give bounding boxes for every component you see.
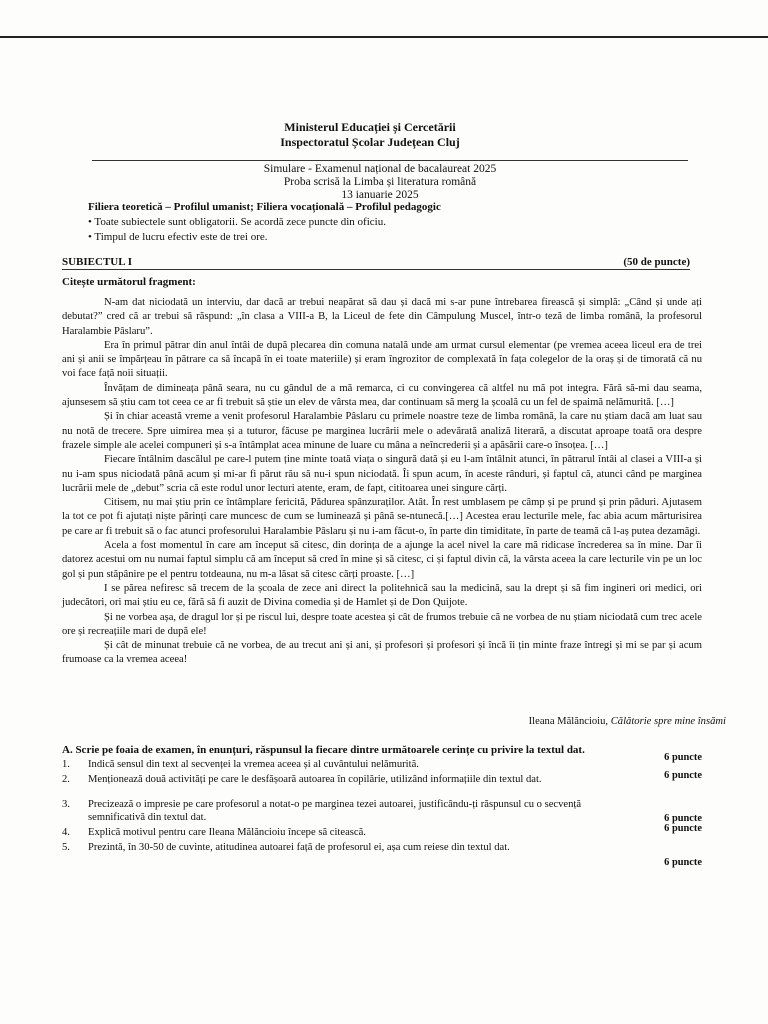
fragment-paragraph: Și ne vorbea așa, de dragul lor și pe riscul lui, despre toate acestea și cât de frumos trebuie că ne vorbea de nu știam niciodată cum trec acele ore și recreațiile mari de după ele!: [62, 611, 702, 637]
question-text: Precizează o impresie pe care profesorul a notat-o pe marginea tezei autoarei, justificându-ți răspunsul cu o secvență semnificativă din textul dat.: [88, 799, 582, 823]
top-edge-rule: [0, 36, 768, 38]
header-divider: [92, 160, 688, 161]
exam-title: Simulare - Examenul național de bacalaureat 2025: [263, 163, 497, 175]
question-text: Menționează două activități pe care le desfășoară autoarea în copilărie, utilizând informațiile din textul dat.: [88, 774, 542, 785]
question-number: 2.: [62, 774, 70, 785]
rule-item: • Timpul de lucru efectiv este de trei ore.: [88, 231, 268, 243]
requirements-title: A. Scrie pe foaia de examen, în enunțuri, răspunsul la fiecare dintre următoarele cerințe cu privire la textul dat.: [62, 744, 585, 756]
question-item: [62, 798, 702, 824]
fragment-paragraph: Învățam de dimineața până seara, nu cu gândul de a mă remarca, ci cu convingerea că altfel nu mă pot integra. Fără să-mi dau seama, ajunsesem să știu cam tot ceea ce ar fi trebuit să știe un elev de vârsta mea, dar continuam să merg la școală cu un fel de spaimă nelămurită. […]: [62, 382, 702, 409]
source-signature: [529, 716, 726, 727]
author-name: Ileana Mălăncioiu,: [528, 716, 609, 727]
fragment-paragraph: Acela a fost momentul în care am început să citesc, din dorința de a ajunge la acel nivel la care mă ridicase încrederea sa în mine. Dar îi datorez acestui om nu numai faptul simplu că am început să cred în mine și să citesc, ci și faptul divin că, la vârsta aceea la care lecturile vin pe un loc gol și pun stăpânire pe el pentru totdeauna, nu m-a lăsat să citesc cărți proaste. […]: [62, 540, 702, 580]
question-number: 5.: [62, 842, 70, 853]
subject-divider: [62, 269, 690, 270]
subject-points: (50 de puncte): [623, 256, 690, 268]
question-points: 6 puncte: [664, 823, 702, 834]
question-points: 6 puncte: [664, 857, 702, 868]
question-item: [62, 752, 702, 771]
question-item: [62, 770, 702, 786]
exam-rules: [88, 215, 386, 245]
question-number: 3.: [62, 799, 70, 810]
inspectorate-name: Inspectoratul Școlar Județean Cluj: [280, 135, 460, 149]
question-points: 6 puncte: [664, 752, 702, 763]
fragment-paragraph: Fiecare întâlnim dascălul pe care-l putem ține minte toată viața o singură dată și eu l-am întâlnit atunci, în pătrarul întâi al clasei a VIII-a și nu i-am spus niciodată până acum și mi-ar fi părut rău să nu-i spun niciodată. Îi spun acum, în aceste rânduri, și faptul că, atunci când pe marginea lucrării mele de „debut” scria că este rodul unor lecturi atente, eram, de fapt, cititoarea unei singure cărți.: [62, 454, 702, 494]
question-text: Prezintă, în 30-50 de cuvinte, atitudinea autoarei față de profesorul ei, așa cum reiese din textul dat.: [88, 842, 510, 853]
fragment-paragraph: Și în chiar această vreme a venit profesorul Haralambie Pâslaru cu primele noastre teze de limba română, la care nu știam dacă am luat sau nu notă de trecere. Spre uimirea mea și a tuturor, făcuse pe marginea lucrării mele o adevărată analiză literară, a discutat aproape toată ora despre frazele simple ale acelei compuneri și s-a întâmplat acea minune de luare cu mâna a neîncrederii și a apăsării care-o însoțea. […]: [62, 411, 702, 451]
fragment-paragraph: Era în primul pătrar din anul întâi de după plecarea din comuna natală unde am urmat cursul elementar (pe vremea aceea liceul era de trei ani și anii se împărțeau în pătrare ca să încapă în ei toate materiile) și eram îngrozitor de complexată în fața colegelor de la oraș și de timorată că nu voi face față noii situații.: [62, 339, 702, 380]
rule-item: • Toate subiectele sunt obligatorii. Se acordă zece puncte din oficiu.: [88, 216, 386, 228]
question-text: Explică motivul pentru care Ileana Mălăncioiu începe să citească.: [88, 827, 366, 838]
fragment-paragraph: Citisem, nu mai știu prin ce întâmplare fericită, Pădurea spânzuraților. Atât. În rest umblasem pe câmp și pe prund și prin păduri. Ajutasem la tot ce pot fi ajutați niște părinți care muncesc de cum se luminează și până se-ntunecă.[…] Acestea erau lecturile mele, fac abia acum mărturisirea pe care ar fi trebuit să o fac atunci profesorului Haralambie Pâslaru și nu i-am făcut-o, în parte din timiditate, în parte de teamă că l-aș putea dezamăgi.: [62, 497, 702, 537]
filiera-line: Filiera teoretică – Profilul umanist; Filiera vocațională – Profilul pedagogic: [88, 201, 441, 213]
question-text: Indică sensul din text al secvenței la vremea aceea și al cuvântului nelămurită.: [88, 759, 419, 770]
exam-subject: Proba scrisă la Limba și literatura română: [283, 176, 477, 188]
exam-info: [180, 163, 580, 202]
question-item: [62, 823, 702, 839]
reading-instruction: Citește următorul fragment:: [62, 276, 196, 288]
literary-fragment: [62, 296, 702, 668]
document-header: [160, 120, 580, 150]
question-number: 4.: [62, 827, 70, 838]
fragment-paragraph: N-am dat niciodată un interviu, dar dacă ar trebui neapărat să dau și dacă mi s-ar pune întrebarea firească și simplă: „Când și unde ați debutat?” cred că ar trebui să răspund: „în clasa a VIII-a B, la Liceul de fete din Câmpulung Muscel, într-o teză de limba română, la profesorul Haralambie Pâslaru”.: [62, 297, 702, 337]
question-points: 6 puncte: [664, 770, 702, 781]
question-item: [62, 841, 702, 868]
fragment-paragraph: I se părea nefiresc să trecem de la școala de zece ani direct la politehnică sau la medicină, sau la drept și să fim ingineri ori medici, ori judecători, ori mai știu eu ce, fără să fi auzit de Divina comedia și de Hamlet și de Don Quijote.: [62, 582, 702, 609]
question-list: [62, 752, 702, 868]
question-points: 6 puncte: [664, 813, 702, 824]
subject-title: SUBIECTUL I: [62, 256, 133, 268]
work-title: Călătorie spre mine însămi: [610, 716, 726, 727]
ministry-name: Ministerul Educației și Cercetării: [284, 120, 456, 134]
exam-date: 13 ianuarie 2025: [341, 189, 419, 201]
question-number: 1.: [62, 759, 70, 770]
fragment-paragraph: Și cât de minunat trebuie că ne vorbea, de au trecut ani și ani, și profesori și profesori și încă îi țin minte fraze întregi și mi se par și acum frumoase ca la vremea aceea!: [62, 640, 702, 666]
